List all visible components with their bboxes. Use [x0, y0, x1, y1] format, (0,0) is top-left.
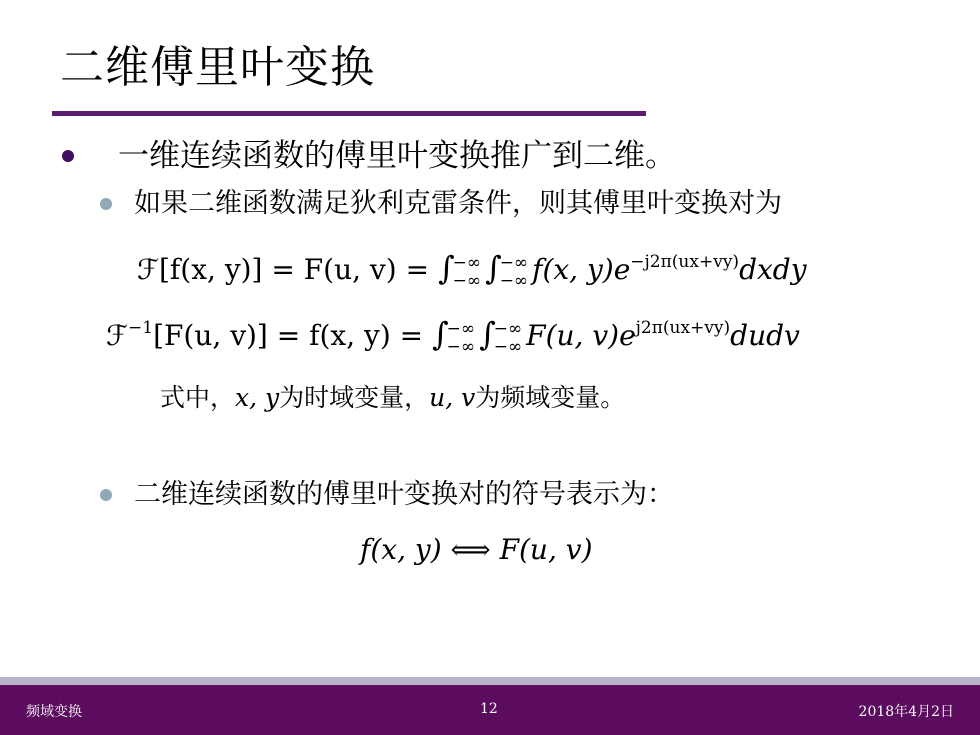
transform-pair-notation: [360, 528, 593, 572]
integral-limits: [447, 320, 475, 356]
lower-limit: −∞: [446, 336, 476, 357]
lower-limit: −∞: [499, 270, 529, 291]
note-mid: 为时域变量，: [279, 383, 430, 412]
lower-limit: −∞: [452, 270, 482, 291]
bullet-point-1: 一维连续函数的傅里叶变换推广到二维。: [118, 138, 676, 174]
upper-limit: −∞: [446, 318, 476, 339]
footer-accent-band: [0, 677, 980, 685]
integral-sign: ∫: [479, 315, 496, 353]
eq1-differential: dxdy: [739, 253, 807, 286]
fourier-transform-equation: [137, 246, 807, 292]
eq2-lhs: [F(u, v)] = f(x, y) =: [153, 319, 432, 352]
note-suffix: 为频域变量。: [475, 383, 626, 412]
integral-sign: ∫: [432, 315, 449, 353]
time-domain-vars: x, y: [235, 383, 280, 412]
bullet-dot-level1: [62, 150, 74, 162]
note-prefix: 式中，: [160, 383, 236, 412]
eq2-differential: dudv: [730, 319, 800, 352]
eq2-exponent: j2π(ux+vy): [635, 318, 731, 338]
integral-sign: ∫: [437, 249, 455, 287]
upper-limit: −∞: [499, 252, 529, 273]
integral-sign: ∫: [485, 249, 502, 287]
integral-limits: [494, 320, 522, 356]
integral-limits: [500, 254, 528, 290]
lower-limit: −∞: [493, 336, 523, 357]
pair-expression: f(x, y) ⟺ F(u, v): [360, 533, 593, 566]
freq-domain-vars: u, v: [429, 383, 476, 412]
upper-limit: −∞: [493, 318, 523, 339]
inverse-fourier-transform-equation: [106, 312, 800, 358]
bullet-dot-level2: [100, 489, 112, 501]
upper-limit: −∞: [452, 252, 482, 273]
eq2-lhs-symbol: ℱ: [106, 319, 129, 352]
eq2-integrand: F(u, v)e: [526, 319, 636, 352]
integral-limits: [453, 254, 481, 290]
eq2-lhs-sup: −1: [128, 318, 154, 338]
footer-date: 2018年4月2日: [858, 704, 954, 720]
variables-note: [160, 378, 625, 418]
bullet-point-2: 如果二维函数满足狄利克雷条件，则其傅里叶变换对为: [134, 188, 782, 219]
bullet-dot-level2: [100, 198, 112, 210]
eq1-integrand: f(x, y)e: [532, 253, 631, 286]
eq1-exponent: −j2π(ux+vy): [630, 252, 740, 272]
slide-title: 二维傅里叶变换: [60, 42, 375, 93]
page-number: 12: [480, 701, 498, 717]
footer-section-name: 频域变换: [26, 704, 82, 720]
footer-bar: [0, 685, 980, 735]
eq1-lhs: ℱ[f(x, y)] = F(u, v) =: [137, 253, 438, 286]
title-underline: [52, 111, 646, 116]
bullet-point-3: 二维连续函数的傅里叶变换对的符号表示为：: [134, 479, 674, 510]
